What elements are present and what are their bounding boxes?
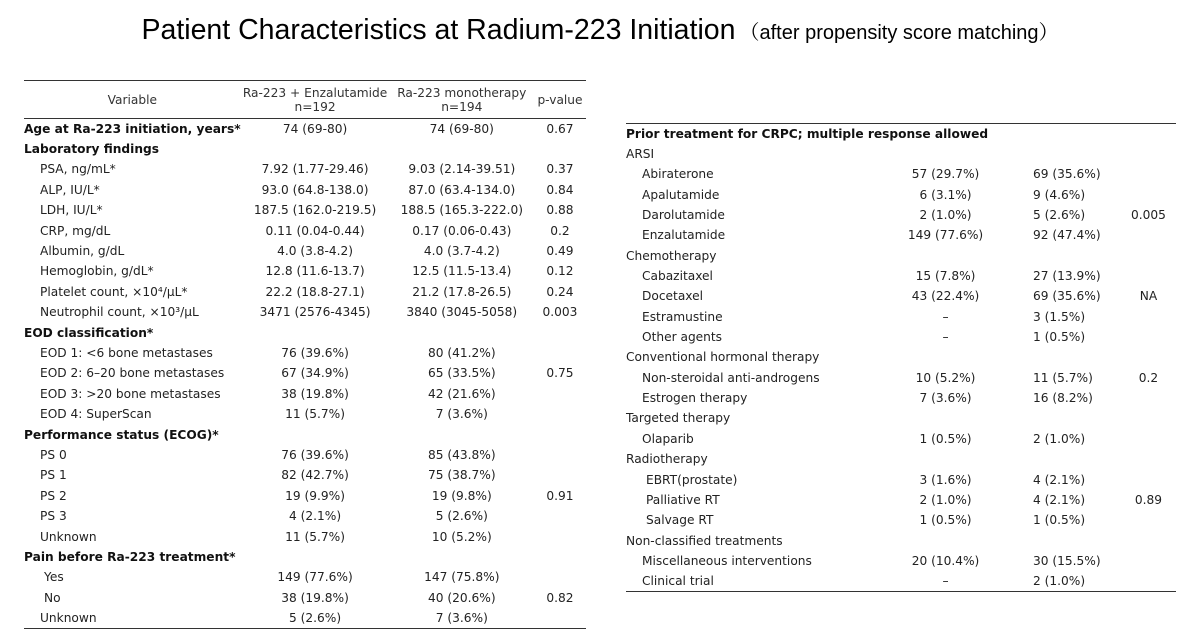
table-row [24, 241, 586, 261]
row-value-group2: 1 (0.5%) [1033, 513, 1086, 528]
row-value-group1: 7.92 (1.77-29.46) [261, 162, 369, 177]
row-label: EOD 4: SuperScan [40, 407, 152, 422]
row-label: Pain before Ra-223 treatment* [24, 549, 236, 564]
row-label: Neutrophil count, ×10³/μL [40, 305, 199, 320]
row-value-group1: 3 (1.6%) [919, 472, 972, 487]
row-value-group2: 3840 (3045-5058) [406, 305, 518, 320]
row-pvalue [1121, 225, 1176, 245]
table-row [24, 220, 586, 240]
row-pvalue [534, 567, 586, 587]
row-label: EOD classification* [24, 325, 154, 340]
table-row [626, 510, 1176, 530]
row-value-group2: 5 (2.6%) [435, 509, 488, 524]
table-row [626, 205, 1176, 225]
row-value-group1: 22.2 (18.8-27.1) [265, 284, 365, 299]
row-value-group1: – [942, 309, 949, 324]
row-label: Non-steroidal anti-androgens [642, 370, 820, 385]
row-value-group1: 20 (10.4%) [911, 553, 980, 568]
row-value-group1: 0.11 (0.04-0.44) [265, 223, 365, 238]
row-value-group2: 9.03 (2.14-39.51) [408, 162, 516, 177]
row-value-group1 [241, 547, 390, 567]
row-pvalue [1121, 185, 1176, 205]
row-label: Cabazitaxel [642, 269, 713, 284]
row-value-group1 [870, 449, 1021, 469]
row-label: Yes [44, 570, 64, 585]
row-value-group1 [870, 408, 1021, 428]
row-pvalue [534, 404, 586, 424]
header-variable: Variable [24, 81, 241, 119]
row-value-group2 [1021, 530, 1121, 550]
row-value-group2: 69 (35.6%) [1033, 289, 1101, 304]
table-row [24, 302, 586, 322]
row-value-group1: 76 (39.6%) [281, 345, 349, 360]
row-value-group2 [390, 139, 534, 159]
row-value-group2 [1021, 144, 1121, 164]
row-label: Estramustine [642, 309, 723, 324]
table-row [626, 530, 1176, 550]
row-value-group1 [870, 347, 1021, 367]
row-value-group1: 4 (2.1%) [289, 509, 342, 524]
table-row [24, 363, 586, 383]
table-row [626, 490, 1176, 510]
table-row [24, 200, 586, 220]
row-value-group1: 7 (3.6%) [919, 391, 972, 406]
row-value-group2 [390, 322, 534, 342]
table-row [626, 266, 1176, 286]
row-value-group1 [241, 424, 390, 444]
row-pvalue [534, 139, 586, 159]
row-value-group2: 2 (1.0%) [1021, 571, 1121, 591]
row-value-group1: 1 (0.5%) [919, 513, 972, 528]
table-row [24, 282, 586, 302]
row-value-group1: – [870, 571, 1021, 591]
row-value-group1: 12.8 (11.6-13.7) [265, 264, 365, 279]
row-value-group2: 0.17 (0.06-0.43) [412, 223, 512, 238]
row-label: Targeted therapy [626, 411, 731, 426]
row-value-group1 [870, 246, 1021, 266]
row-pvalue [1121, 510, 1176, 530]
title-main: Patient Characteristics at Radium-223 Initiation [141, 14, 736, 46]
row-label: Chemotherapy [626, 248, 717, 263]
row-label: PS 3 [40, 509, 67, 524]
row-label: Clinical trial [626, 571, 870, 591]
row-value-group2: 11 (5.7%) [1033, 370, 1093, 385]
row-value-group2: 3 (1.5%) [1033, 309, 1086, 324]
table-row [24, 159, 586, 179]
row-value-group2: 40 (20.6%) [427, 590, 496, 605]
row-pvalue [534, 465, 586, 485]
row-value-group2: 147 (75.8%) [424, 570, 500, 585]
title-subtitle: （after propensity score matching） [739, 22, 1059, 44]
row-value-group2: 27 (13.9%) [1033, 269, 1101, 284]
header-group-monotherapy [390, 81, 534, 119]
header-pvalue: p-value [534, 81, 586, 119]
row-value-group2: 7 (3.6%) [390, 608, 534, 628]
row-pvalue: 0.2 [1138, 370, 1159, 385]
row-pvalue: 0.84 [546, 182, 574, 197]
row-label: ALP, IU/L* [40, 182, 100, 197]
table-row [24, 119, 586, 139]
table-row [24, 139, 586, 159]
row-value-group2: 75 (38.7%) [427, 468, 496, 483]
row-label: EOD 3: >20 bone metastases [40, 386, 221, 401]
row-value-group1: 4.0 (3.8-4.2) [277, 244, 354, 259]
table-row [626, 246, 1176, 266]
row-value-group1 [870, 530, 1021, 550]
row-value-group1: 149 (77.6%) [907, 228, 984, 243]
row-label: Olaparib [642, 431, 694, 446]
header-group-enzalutamide-name: Ra-223 + Enzalutamide [242, 85, 388, 100]
table-row [626, 449, 1176, 469]
row-value-group1: 93.0 (64.8-138.0) [261, 182, 369, 197]
table-row [24, 404, 586, 424]
row-value-group1: 2 (1.0%) [919, 492, 972, 507]
row-value-group1: 82 (42.7%) [281, 468, 349, 483]
row-label: Salvage RT [646, 513, 714, 528]
table-row [24, 384, 586, 404]
table-row [626, 571, 1176, 591]
row-label: EOD 1: <6 bone metastases [40, 345, 213, 360]
row-value-group2 [390, 547, 534, 567]
table-row [626, 388, 1176, 408]
row-label: Platelet count, ×10⁴/μL* [40, 284, 188, 299]
row-value-group1: 149 (77.6%) [277, 570, 353, 585]
row-label: PSA, ng/mL* [40, 162, 116, 177]
row-pvalue [1121, 571, 1176, 591]
table-row [626, 368, 1176, 388]
row-value-group2 [390, 424, 534, 444]
prior-treatment-table [626, 123, 1176, 592]
table-row [626, 347, 1176, 367]
row-label: CRP, mg/dL [40, 223, 111, 238]
row-pvalue [534, 424, 586, 444]
row-value-group2: 74 (69-80) [429, 121, 494, 136]
row-pvalue [534, 384, 586, 404]
row-value-group1: 11 (5.7%) [285, 407, 346, 422]
row-value-group2: 42 (21.6%) [427, 386, 496, 401]
row-label: Apalutamide [642, 187, 720, 202]
row-value-group1: 43 (22.4%) [911, 289, 980, 304]
row-value-group2: 5 (2.6%) [1033, 208, 1086, 223]
table-header-row [24, 81, 586, 119]
row-value-group1: – [942, 330, 949, 345]
row-value-group2 [1021, 347, 1121, 367]
row-value-group1: 187.5 (162.0-219.5) [253, 203, 377, 218]
row-pvalue [1121, 246, 1176, 266]
table-row [626, 144, 1176, 164]
row-pvalue: 0.88 [546, 203, 574, 218]
row-value-group2: 30 (15.5%) [1033, 553, 1101, 568]
row-pvalue: 0.91 [546, 488, 574, 503]
table-row [626, 551, 1176, 571]
row-pvalue [534, 547, 586, 567]
row-pvalue [1121, 469, 1176, 489]
row-pvalue [1121, 347, 1176, 367]
row-value-group2: 65 (33.5%) [427, 366, 496, 381]
row-label: ARSI [626, 147, 655, 162]
row-pvalue [534, 445, 586, 465]
row-value-group2: 4 (2.1%) [1033, 472, 1086, 487]
row-label: Hemoglobin, g/dL* [40, 264, 154, 279]
row-label: Estrogen therapy [642, 391, 748, 406]
row-label: Miscellaneous interventions [642, 553, 812, 568]
row-value-group2: 4.0 (3.7-4.2) [423, 244, 500, 259]
row-value-group1: 3471 (2576-4345) [259, 305, 371, 320]
row-value-group2: 19 (9.8%) [431, 488, 492, 503]
row-value-group1: 76 (39.6%) [281, 447, 349, 462]
row-value-group2: 12.5 (11.5-13.4) [412, 264, 512, 279]
row-pvalue: 0.82 [546, 590, 574, 605]
row-value-group1: 74 (69-80) [282, 121, 348, 136]
row-value-group2 [1021, 449, 1121, 469]
row-value-group2: 16 (8.2%) [1033, 391, 1093, 406]
row-label: Laboratory findings [24, 142, 159, 157]
row-value-group1: 19 (9.9%) [285, 488, 346, 503]
table-row [626, 307, 1176, 327]
row-pvalue: 0.003 [542, 305, 578, 320]
row-value-group1: 38 (19.8%) [281, 590, 349, 605]
row-label: Conventional hormonal therapy [626, 350, 820, 365]
row-pvalue: 0.2 [550, 223, 570, 238]
row-pvalue [534, 608, 586, 628]
table-row [24, 445, 586, 465]
table-row [626, 469, 1176, 489]
row-pvalue [1121, 429, 1176, 449]
header-group-monotherapy-name: Ra-223 monotherapy [397, 85, 527, 100]
row-pvalue: 0.37 [546, 162, 574, 177]
row-pvalue [1121, 266, 1176, 286]
row-value-group1: 5 (2.6%) [241, 608, 390, 628]
row-label: Docetaxel [642, 289, 704, 304]
row-value-group2: 4 (2.1%) [1033, 492, 1086, 507]
row-label: Palliative RT [646, 492, 720, 507]
table-row [24, 465, 586, 485]
row-label: No [44, 590, 61, 605]
patient-characteristics-table [24, 80, 586, 629]
row-label: PS 2 [40, 488, 67, 503]
row-value-group1: 6 (3.1%) [919, 187, 972, 202]
row-label: PS 0 [40, 447, 67, 462]
row-value-group2: 69 (35.6%) [1033, 167, 1101, 182]
slide-title [0, 14, 1200, 47]
row-pvalue [1121, 327, 1176, 347]
row-label: Unknown [24, 608, 241, 628]
row-value-group1 [870, 144, 1021, 164]
row-label: Performance status (ECOG)* [24, 427, 219, 442]
row-value-group2: 87.0 (63.4-134.0) [408, 182, 516, 197]
row-pvalue [1121, 388, 1176, 408]
row-pvalue: 0.75 [546, 366, 574, 381]
table-row [24, 506, 586, 526]
row-pvalue [534, 322, 586, 342]
row-value-group2: 10 (5.2%) [431, 529, 492, 544]
row-pvalue [534, 526, 586, 546]
prior-treatment-header-row [626, 124, 1176, 144]
header-group-enzalutamide [241, 81, 390, 119]
row-value-group2: 7 (3.6%) [435, 407, 488, 422]
row-value-group2: 1 (0.5%) [1033, 330, 1086, 345]
row-label: Radiotherapy [626, 452, 708, 467]
row-value-group2: 188.5 (165.3-222.0) [400, 203, 524, 218]
row-pvalue [1121, 551, 1176, 571]
row-label: PS 1 [40, 468, 67, 483]
row-pvalue: NA [1139, 289, 1158, 304]
row-value-group1: 67 (34.9%) [281, 366, 349, 381]
table-row [24, 424, 586, 444]
table-row [24, 180, 586, 200]
table-row [24, 322, 586, 342]
row-pvalue: 0.49 [546, 244, 574, 259]
row-pvalue [1121, 449, 1176, 469]
table-row [626, 327, 1176, 347]
row-label: Albumin, g/dL [40, 244, 125, 259]
table-row [24, 547, 586, 567]
row-pvalue [1121, 144, 1176, 164]
row-value-group1: 57 (29.7%) [911, 167, 980, 182]
row-pvalue: 0.005 [1131, 208, 1166, 223]
row-value-group1: 10 (5.2%) [915, 370, 976, 385]
row-value-group1: 1 (0.5%) [919, 431, 972, 446]
table-row [626, 408, 1176, 428]
table-row [24, 343, 586, 363]
table-row [24, 608, 586, 628]
row-pvalue [1121, 530, 1176, 550]
row-pvalue: 0.12 [546, 264, 574, 279]
row-value-group1 [241, 139, 390, 159]
row-value-group1: 15 (7.8%) [915, 269, 976, 284]
row-label: EBRT(prostate) [646, 472, 738, 487]
row-label: Age at Ra-223 initiation, years* [24, 121, 241, 136]
table-row [24, 486, 586, 506]
row-value-group2: 21.2 (17.8-26.5) [412, 284, 512, 299]
table-row [626, 185, 1176, 205]
row-label: Enzalutamide [642, 228, 726, 243]
row-value-group1: 11 (5.7%) [285, 529, 346, 544]
table-row [24, 587, 586, 607]
row-label: Other agents [642, 330, 723, 345]
row-pvalue: 0.67 [546, 121, 574, 136]
table-row [24, 526, 586, 546]
row-pvalue [1121, 164, 1176, 184]
row-label: Darolutamide [642, 208, 725, 223]
table-row [24, 261, 586, 281]
header-group-enzalutamide-n: n=192 [294, 99, 336, 114]
table-row [626, 164, 1176, 184]
table-row [626, 225, 1176, 245]
prior-treatment-header: Prior treatment for CRPC; multiple response allowed [626, 124, 1176, 144]
row-label: LDH, IU/L* [40, 203, 103, 218]
row-label: EOD 2: 6–20 bone metastases [40, 366, 225, 381]
row-value-group2: 2 (1.0%) [1033, 431, 1086, 446]
row-pvalue [534, 343, 586, 363]
row-value-group2: 80 (41.2%) [427, 345, 496, 360]
row-value-group1 [241, 322, 390, 342]
row-value-group2: 9 (4.6%) [1033, 187, 1086, 202]
row-pvalue [534, 506, 586, 526]
row-value-group1: 38 (19.8%) [281, 386, 349, 401]
row-value-group2 [1021, 246, 1121, 266]
table-row [626, 429, 1176, 449]
row-pvalue [1121, 307, 1176, 327]
table-row [626, 286, 1176, 306]
row-label: Abiraterone [642, 167, 714, 182]
row-value-group1: 2 (1.0%) [919, 208, 972, 223]
row-pvalue: 0.24 [546, 284, 574, 299]
table-row [24, 567, 586, 587]
header-group-monotherapy-n: n=194 [441, 99, 483, 114]
row-label: Non-classified treatments [626, 533, 783, 548]
row-label: Unknown [40, 529, 97, 544]
row-value-group2 [1021, 408, 1121, 428]
row-pvalue [1121, 408, 1176, 428]
row-value-group2: 92 (47.4%) [1033, 228, 1101, 243]
row-pvalue: 0.89 [1134, 492, 1163, 507]
row-value-group2: 85 (43.8%) [427, 447, 496, 462]
